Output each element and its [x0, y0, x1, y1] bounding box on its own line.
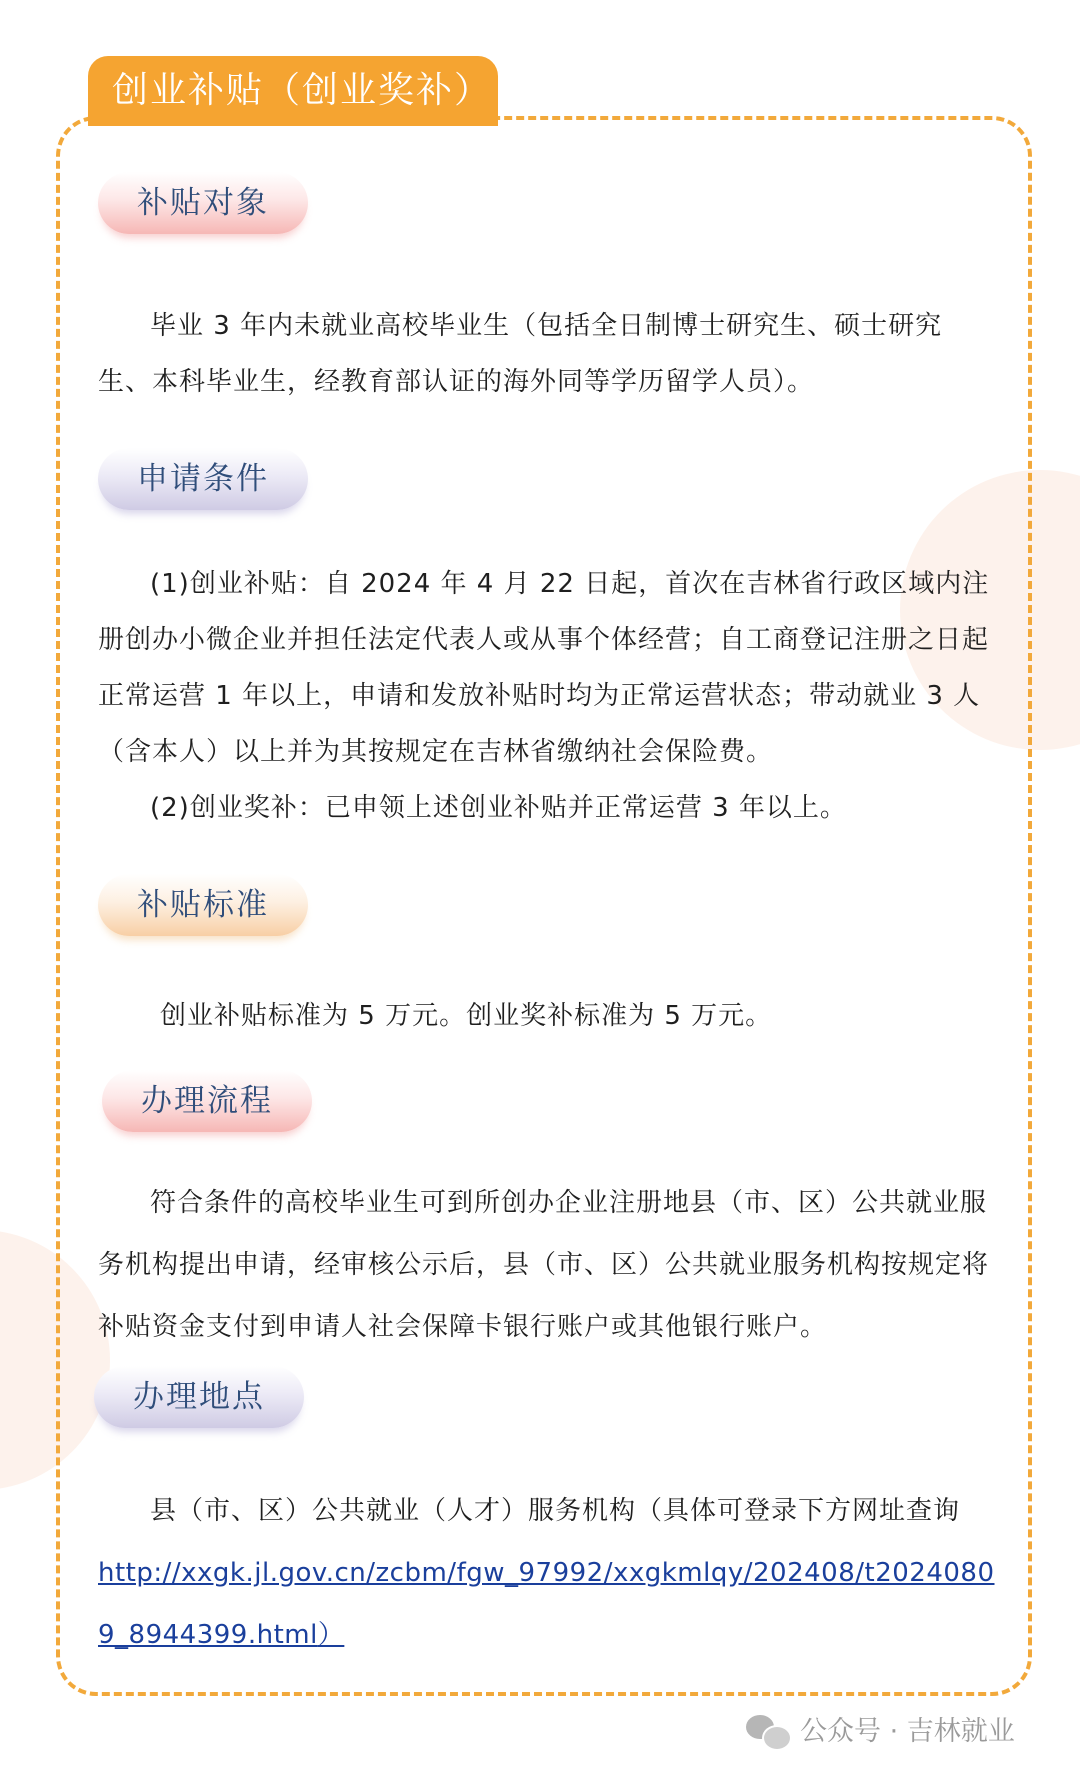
standard-paragraph: 创业补贴标准为 5 万元。创业奖补标准为 5 万元。: [160, 1001, 773, 1031]
location-text: 县（市、区）公共就业（人才）服务机构（具体可登录下方网址查询: [150, 1496, 961, 1526]
section-heading-standard: 补贴标准: [98, 874, 308, 936]
section-heading-conditions: 申请条件: [98, 448, 308, 510]
conditions-item-2: (2)创业奖补：已申领上述创业补贴并正常运营 3 年以上。: [150, 793, 847, 823]
section-heading-location: 办理地点: [94, 1366, 304, 1428]
page-title: 创业补贴（创业奖补）: [88, 56, 498, 126]
section-text-process: [98, 1172, 996, 1358]
section-text-conditions: [98, 556, 996, 836]
location-link[interactable]: http://xxgk.jl.gov.cn/zcbm/fgw_97992/xxgkmlqy/202408/t20240809_8944399.html: [98, 1558, 995, 1650]
location-link-line: [98, 1542, 996, 1666]
section-text-target: [98, 298, 996, 410]
target-paragraph: 毕业 3 年内未就业高校毕业生（包括全日制博士研究生、硕士研究生、本科毕业生，经教育部认证的海外同等学历留学人员）。: [98, 311, 943, 397]
conditions-item-1: (1)创业补贴：自 2024 年 4 月 22 日起，首次在吉林省行政区域内注册创办小微企业并担任法定代表人或从事个体经营；自工商登记注册之日起正常运营 1 年以上，申请和发放补贴时均为正常运营状态；带动就业 3 人（含本人）以上并为其按规定在吉林省缴纳社会保险费。: [98, 569, 990, 767]
watermark-text: 公众号 · 吉林就业: [800, 1716, 1015, 1747]
section-heading-target: 补贴对象: [98, 172, 308, 234]
location-paragraph: [98, 1480, 996, 1542]
section-heading-process: 办理流程: [102, 1070, 312, 1132]
section-text-location: [98, 1480, 996, 1666]
location-close-paren: ）: [317, 1620, 345, 1650]
process-paragraph: 符合条件的高校毕业生可到所创办企业注册地县（市、区）公共就业服务机构提出申请，经审核公示后，县（市、区）公共就业服务机构按规定将补贴资金支付到申请人社会保障卡银行账户或其他银行账户。: [98, 1188, 990, 1342]
watermark: [746, 1712, 1015, 1752]
section-text-standard: [108, 988, 1006, 1044]
wechat-icon: [746, 1715, 790, 1749]
